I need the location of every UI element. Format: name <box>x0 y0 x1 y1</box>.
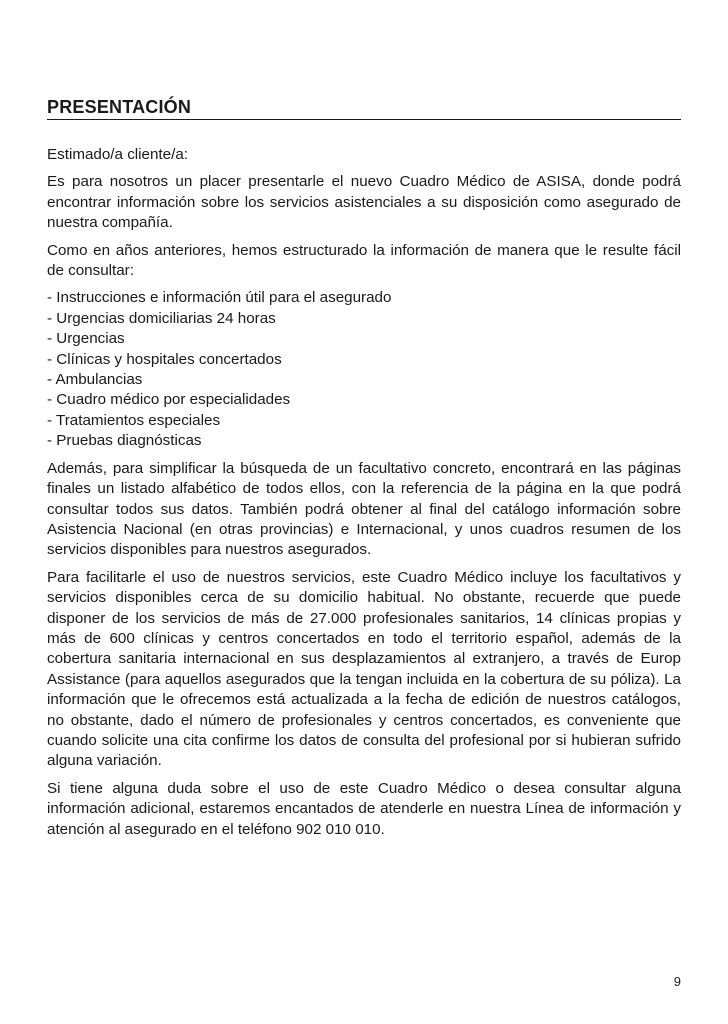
list-item: - Urgencias <box>47 330 125 348</box>
list-item: - Tratamientos especiales <box>47 411 221 429</box>
list-item: - Instrucciones e información útil para el asegurado <box>47 289 392 307</box>
page-title: PRESENTACIÓN <box>47 97 192 117</box>
title-underline <box>47 119 681 120</box>
greeting-text: Estimado/a cliente/a: <box>47 146 188 163</box>
list-item: - Clínicas y hospitales concertados <box>47 350 282 368</box>
contents-list <box>47 288 681 451</box>
search-paragraph: Además, para simplificar la búsqueda de un facultativo concreto, encontrará en las páginas finales un listado alfabético de todos ellos, con la referencia de la página en la que podrá consultar todos sus datos. También podrá obtener al final del catálogo información sobre Asistencia Nacional (en otras provincias) e Internacional, y unos cuadros resumen de los servicios disponibles para nuestros asegurados. <box>47 459 681 559</box>
structure-paragraph: Como en años anteriores, hemos estructurado la información de manera que le resulte fácil de consultar: <box>47 241 681 280</box>
services-paragraph: Para facilitarle el uso de nuestros servicios, este Cuadro Médico incluye los facultativos y servicios disponibles cerca de su domicilio habitual. No obstante, recuerde que puede disponer de los servicios de más de 27.000 profesionales sanitarios, 14 clínicas propias y más de 600 clínicas y centros concertados en todo el territorio español, además de la cobertura sanitaria internacional en sus desplazamientos al extranjero, a través de Europ Assistance (para aquellos asegurados que la tengan incluida en la cobertura de su póliza). La información que le ofrecemos está actualizada a la fecha de edición de nuestros catálogos, no obstante, dado el número de profesionales y centros concertados, es conveniente que cuando solicite una cita confirme los datos de consulta del profesional por si hubieran sufrido alguna variación. <box>47 568 681 770</box>
list-item: - Urgencias domiciliarias 24 horas <box>47 309 276 327</box>
list-item: - Cuadro médico por especialidades <box>47 391 291 409</box>
document-page <box>47 0 681 1024</box>
list-item: - Pruebas diagnósticas <box>47 432 202 450</box>
intro-paragraph: Es para nosotros un placer presentarle el nuevo Cuadro Médico de ASISA, donde podrá encontrar información sobre los servicios asistenciales a su disposición como asegurado de nuestra compañía. <box>47 173 681 232</box>
contact-paragraph: Si tiene alguna duda sobre el uso de este Cuadro Médico o desea consultar alguna información adicional, estaremos encantados de atenderle en nuestra Línea de información y atención al asegurado en el teléfono 902 010 010. <box>47 779 681 838</box>
list-item: - Ambulancias <box>47 371 143 389</box>
document-body <box>47 145 681 847</box>
page-number: 9 <box>673 974 681 989</box>
